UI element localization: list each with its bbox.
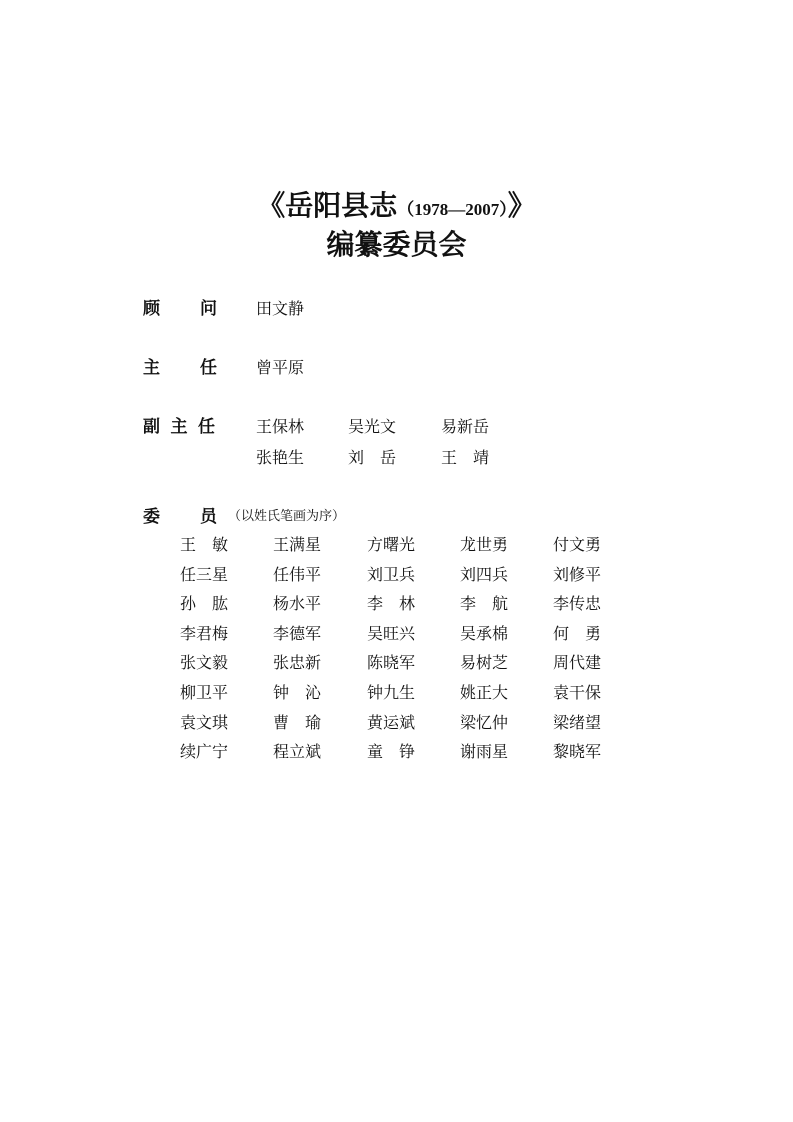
deputy-name: 张艳生: [256, 448, 305, 467]
director-label-char: 主: [143, 358, 160, 378]
member-name: 黄运斌: [367, 713, 416, 732]
member-name: 龙世勇: [460, 535, 509, 554]
deputy-label-char: 任: [198, 417, 215, 437]
director-label: [143, 356, 217, 380]
title-name: 岳阳县志: [285, 189, 398, 222]
member-name: 吴旺兴: [367, 624, 416, 643]
advisor-label: [143, 297, 217, 321]
committee-title: 编纂委员会: [326, 228, 467, 261]
advisor-name: 田文静: [256, 299, 305, 318]
deputy-label: [143, 415, 215, 439]
member-name: 任伟平: [273, 565, 322, 584]
member-name: 曹 瑜: [273, 713, 322, 732]
member-name: 吴承棉: [460, 624, 509, 643]
member-name: 谢雨星: [460, 742, 509, 761]
book-title: [0, 186, 793, 230]
deputy-name: 吴光文: [348, 417, 397, 436]
member-name: 续广宁: [180, 742, 229, 761]
members-order-note: （以姓氏笔画为序）: [228, 509, 346, 524]
director-name: 曾平原: [256, 358, 305, 377]
member-name: 李 航: [460, 594, 509, 613]
members-label-char: 员: [200, 507, 217, 527]
member-name: 何 勇: [553, 624, 602, 643]
member-name: 钟九生: [367, 683, 416, 702]
deputy-name: 王 靖: [441, 448, 490, 467]
member-name: 柳卫平: [180, 683, 229, 702]
director-label-char: 任: [200, 358, 217, 378]
member-name: 李传忠: [553, 594, 602, 613]
member-name: 刘卫兵: [367, 565, 416, 584]
member-name: 张文毅: [180, 653, 229, 672]
deputy-name: 易新岳: [441, 417, 490, 436]
title-close-mark: 》: [507, 189, 536, 222]
member-name: 刘四兵: [460, 565, 509, 584]
member-name: 刘修平: [553, 565, 602, 584]
title-open-mark: 《: [257, 189, 286, 222]
member-name: 姚正大: [460, 683, 509, 702]
member-name: 王满星: [273, 535, 322, 554]
member-name: 杨水平: [273, 594, 322, 613]
member-name: 袁干保: [553, 683, 602, 702]
member-name: 任三星: [180, 565, 229, 584]
member-name: 周代建: [553, 653, 602, 672]
deputy-label-char: 副: [143, 417, 160, 437]
advisor-label-char: 问: [200, 299, 217, 319]
members-label-char: 委: [143, 507, 160, 527]
member-name: 方曙光: [367, 535, 416, 554]
members-label: [143, 505, 217, 529]
deputy-name: 王保林: [256, 417, 305, 436]
member-name: 梁绪望: [553, 713, 602, 732]
member-name: 黎晓军: [553, 742, 602, 761]
member-name: 梁忆仲: [460, 713, 509, 732]
member-name: 付文勇: [553, 535, 602, 554]
member-name: 王 敏: [180, 535, 229, 554]
member-name: 童 铮: [367, 742, 416, 761]
member-name: 易树芝: [460, 653, 509, 672]
deputy-label-char: 主: [170, 417, 188, 437]
member-name: 李君梅: [180, 624, 229, 643]
member-name: 钟 沁: [273, 683, 322, 702]
member-name: 袁文琪: [180, 713, 229, 732]
deputy-name: 刘 岳: [348, 448, 397, 467]
member-name: 程立斌: [273, 742, 322, 761]
member-name: 陈晓军: [367, 653, 416, 672]
member-name: 张忠新: [273, 653, 322, 672]
title-years: （1978—2007）: [397, 200, 508, 219]
member-name: 孙 肱: [180, 594, 229, 613]
advisor-label-char: 顾: [143, 299, 160, 319]
member-name: 李 林: [367, 594, 416, 613]
member-name: 李德军: [273, 624, 322, 643]
